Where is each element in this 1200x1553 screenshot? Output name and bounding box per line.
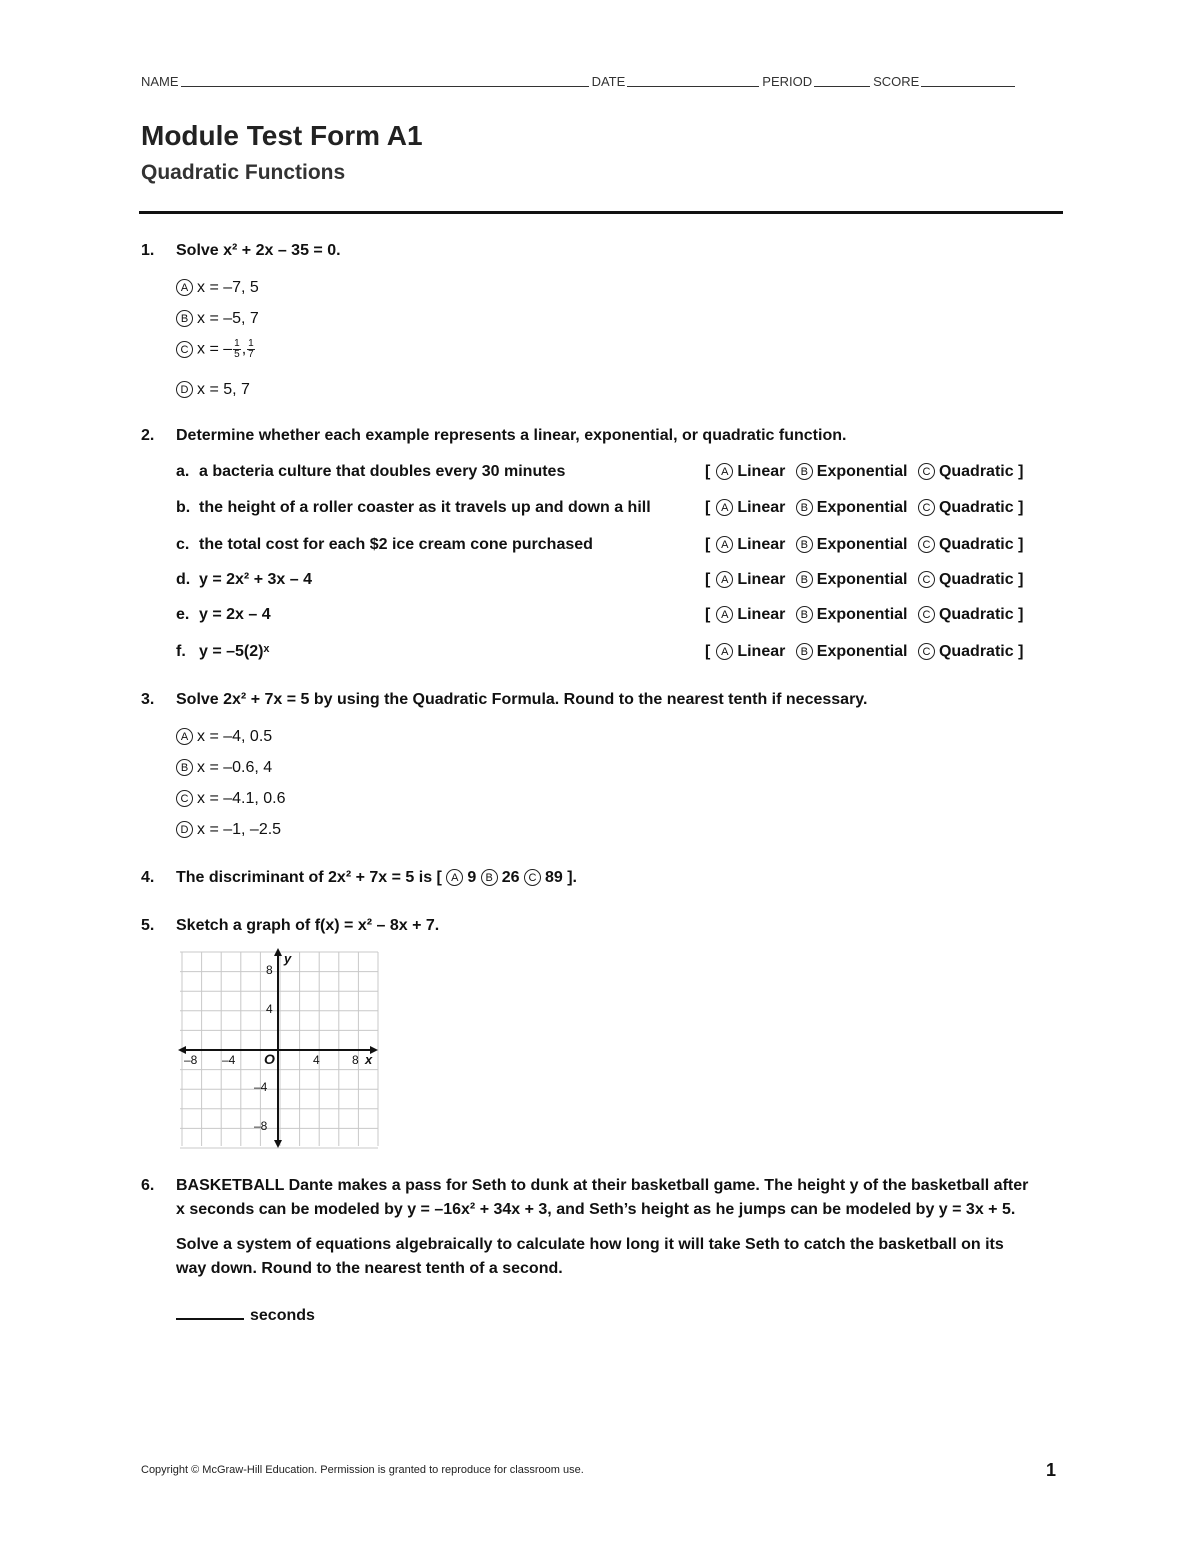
option-bubble-icon: C <box>918 571 935 588</box>
date-label: DATE <box>591 74 626 89</box>
score-blank[interactable] <box>921 73 1015 87</box>
q2-number: 2. <box>141 427 155 444</box>
q2-item-letter: a. <box>176 463 190 480</box>
option-bubble-icon: C <box>176 790 193 807</box>
name-blank[interactable] <box>181 73 589 87</box>
option-bubble-icon: B <box>796 536 813 553</box>
q2-item-text: a bacteria culture that doubles every 30 minutes <box>199 463 566 480</box>
q2-item-e <box>176 606 1056 628</box>
option-bubble-icon: A <box>716 643 733 660</box>
y-axis-label: y <box>284 951 292 966</box>
q2-choice-exponential[interactable]: B Exponential <box>790 606 908 623</box>
option-bubble-icon: C <box>176 341 193 358</box>
q3-number: 3. <box>141 691 155 708</box>
q1-number: 1. <box>141 242 155 259</box>
q5-number: 5. <box>141 917 155 934</box>
x-tick-label: 4 <box>313 1053 320 1067</box>
q2-choice-linear[interactable]: A Linear <box>710 606 785 623</box>
q6-line: x seconds can be modeled by y = –16x² + 34x + 3, and Seth’s height as he jumps can be modeled by y = 3x + 5. <box>176 1201 1016 1218</box>
q2-item-text: y = –5(2)ˣ <box>199 643 270 660</box>
option-bubble-icon: B <box>481 869 498 886</box>
page-subtitle: Quadratic Functions <box>141 161 346 184</box>
q3-option-d[interactable] <box>176 821 281 839</box>
y-axis-down-arrow-icon <box>274 1140 282 1148</box>
q2-item-choices: [ A Linear B Exponential C Quadratic ] <box>705 463 1024 480</box>
q4-choice-a[interactable]: A 9 <box>446 869 476 886</box>
fraction: $\frac{1}{7}$ <box>248 338 254 360</box>
q2-choice-linear[interactable]: A Linear <box>710 643 785 660</box>
page-number: 1 <box>1046 1460 1057 1480</box>
q2-choice-quadratic[interactable]: C Quadratic <box>912 571 1014 588</box>
q4-choice-c[interactable]: C 89 <box>524 869 563 886</box>
q2-item-letter: f. <box>176 643 186 660</box>
q3-option-c-text: x = –4.1, 0.6 <box>197 790 286 807</box>
x-tick-label: –8 <box>184 1053 198 1067</box>
q3-option-d-text: x = –1, –2.5 <box>197 821 282 838</box>
q3-text: Solve 2x² + 7x = 5 by using the Quadratic Formula. Round to the nearest tenth if necessary. <box>176 691 868 708</box>
q4-text-after: ]. <box>567 869 577 886</box>
q6-line: way down. Round to the nearest tenth of a second. <box>176 1260 563 1277</box>
y-tick-label: 8 <box>266 963 273 977</box>
q2-choice-linear[interactable]: A Linear <box>710 571 785 588</box>
name-label: NAME <box>141 74 179 89</box>
q2-choice-quadratic[interactable]: C Quadratic <box>912 499 1014 516</box>
q1-option-a-text: x = –7, 5 <box>197 279 259 296</box>
student-info-header <box>141 73 1056 89</box>
q2-item-choices: [ A Linear B Exponential C Quadratic ] <box>705 606 1024 623</box>
option-bubble-icon: B <box>796 606 813 623</box>
option-bubble-icon: C <box>918 536 935 553</box>
q3-option-b-text: x = –0.6, 4 <box>197 759 273 776</box>
q2-choice-quadratic[interactable]: C Quadratic <box>912 536 1014 553</box>
coordinate-grid[interactable] <box>176 948 382 1150</box>
q2-choice-exponential[interactable]: B Exponential <box>790 463 908 480</box>
q6-answer-unit: seconds <box>250 1307 315 1324</box>
option-bubble-icon: C <box>918 606 935 623</box>
y-tick-label: –4 <box>254 1080 268 1094</box>
q2-item-text: y = 2x² + 3x – 4 <box>199 571 312 588</box>
q2-item-c <box>176 536 1056 558</box>
q6-instructions <box>176 1233 1066 1281</box>
option-bubble-icon: A <box>446 869 463 886</box>
q2-choice-linear[interactable]: A Linear <box>710 499 785 516</box>
option-bubble-icon: A <box>176 728 193 745</box>
option-bubble-icon: C <box>918 643 935 660</box>
q3-option-b[interactable] <box>176 759 272 777</box>
q3-option-a-text: x = –4, 0.5 <box>197 728 273 745</box>
q2-item-choices: [ A Linear B Exponential C Quadratic ] <box>705 571 1024 588</box>
option-bubble-icon: B <box>176 759 193 776</box>
option-bubble-icon: B <box>796 571 813 588</box>
q2-text: Determine whether each example represents a linear, exponential, or quadratic function. <box>176 427 847 444</box>
q2-item-a <box>176 463 1056 485</box>
option-bubble-icon: B <box>176 310 193 327</box>
option-bubble-icon: A <box>716 499 733 516</box>
q2-choice-quadratic[interactable]: C Quadratic <box>912 606 1014 623</box>
q1-option-d[interactable] <box>176 381 250 399</box>
q2-choice-exponential[interactable]: B Exponential <box>790 499 908 516</box>
q4-text-before: The discriminant of 2x² + 7x = 5 is [ <box>176 869 442 886</box>
q2-item-choices: [ A Linear B Exponential C Quadratic ] <box>705 643 1024 660</box>
q6-text <box>176 1174 1066 1222</box>
q2-choice-quadratic[interactable]: C Quadratic <box>912 643 1014 660</box>
q2-item-letter: b. <box>176 499 191 516</box>
q2-choice-quadratic[interactable]: C Quadratic <box>912 463 1014 480</box>
fraction: $\frac{1}{5}$ <box>234 338 240 360</box>
option-bubble-icon: C <box>524 869 541 886</box>
option-bubble-icon: C <box>918 463 935 480</box>
y-tick-label: 4 <box>266 1002 273 1016</box>
q5-text: Sketch a graph of f(x) = x² – 8x + 7. <box>176 917 440 934</box>
option-bubble-icon: D <box>176 381 193 398</box>
q2-item-letter: d. <box>176 571 191 588</box>
q2-item-choices: [ A Linear B Exponential C Quadratic ] <box>705 536 1024 553</box>
q2-item-b <box>176 499 1056 521</box>
q2-choice-exponential[interactable]: B Exponential <box>790 643 908 660</box>
x-axis-label: x <box>365 1052 373 1067</box>
title-divider <box>139 211 1063 214</box>
x-tick-label: 8 <box>352 1053 359 1067</box>
option-bubble-icon: C <box>918 499 935 516</box>
q2-choice-exponential[interactable]: B Exponential <box>790 571 908 588</box>
q6-line: Solve a system of equations algebraically to calculate how long it will take Seth to catch the basketball on its <box>176 1236 1004 1253</box>
q4-number: 4. <box>141 869 155 886</box>
option-bubble-icon: B <box>796 643 813 660</box>
q2-item-text: y = 2x – 4 <box>199 606 271 623</box>
x-tick-label: –4 <box>222 1053 236 1067</box>
option-bubble-icon: B <box>796 463 813 480</box>
origin-label: O <box>264 1051 275 1067</box>
period-blank[interactable] <box>814 73 870 87</box>
q6-number: 6. <box>141 1177 155 1194</box>
q3-option-a[interactable] <box>176 728 272 746</box>
option-bubble-icon: A <box>176 279 193 296</box>
q1-option-b-text: x = –5, 7 <box>197 310 259 327</box>
q2-item-d <box>176 571 1056 593</box>
q2-item-f <box>176 643 1056 665</box>
q1-option-a[interactable] <box>176 279 259 297</box>
option-bubble-icon: A <box>716 606 733 623</box>
option-bubble-icon: A <box>716 463 733 480</box>
q1-option-d-text: x = 5, 7 <box>197 381 250 398</box>
q2-item-choices: [ A Linear B Exponential C Quadratic ] <box>705 499 1024 516</box>
option-bubble-icon: A <box>716 571 733 588</box>
option-bubble-icon: B <box>796 499 813 516</box>
y-tick-label: –8 <box>254 1119 268 1133</box>
q6-line: BASKETBALL Dante makes a pass for Seth to dunk at their basketball game. The height y of the basketball after <box>176 1177 1029 1194</box>
q2-item-letter: e. <box>176 606 190 623</box>
q2-choice-linear[interactable]: A Linear <box>710 536 785 553</box>
q2-choice-linear[interactable]: A Linear <box>710 463 785 480</box>
period-label: PERIOD <box>762 74 813 89</box>
q1-option-c-prefix: x = – <box>197 340 233 358</box>
q2-item-text: the total cost for each $2 ice cream cone purchased <box>199 536 593 553</box>
q3-option-c[interactable] <box>176 790 286 808</box>
q1-option-c[interactable]: C x = – $\frac{1}{5}$ , $\frac{1}{7}$ <box>176 339 256 360</box>
option-bubble-icon: A <box>716 536 733 553</box>
q6-answer-blank[interactable] <box>176 1318 244 1320</box>
date-blank[interactable] <box>627 73 759 87</box>
q6-answer <box>176 1304 1066 1328</box>
page-title: Module Test Form A1 <box>141 120 423 151</box>
q1-text: Solve x² + 2x – 35 = 0. <box>176 242 341 259</box>
copyright-footer: Copyright © McGraw-Hill Education. Permission is granted to reproduce for classroom use. <box>141 1464 584 1476</box>
q4-choice-b[interactable]: B 26 <box>481 869 520 886</box>
q2-choice-exponential[interactable]: B Exponential <box>790 536 908 553</box>
q4-text <box>176 869 577 887</box>
q2-item-text: the height of a roller coaster as it travels up and down a hill <box>199 499 651 516</box>
score-label: SCORE <box>873 74 920 89</box>
q2-item-letter: c. <box>176 536 190 553</box>
q1-option-b[interactable] <box>176 310 259 328</box>
option-bubble-icon: D <box>176 821 193 838</box>
